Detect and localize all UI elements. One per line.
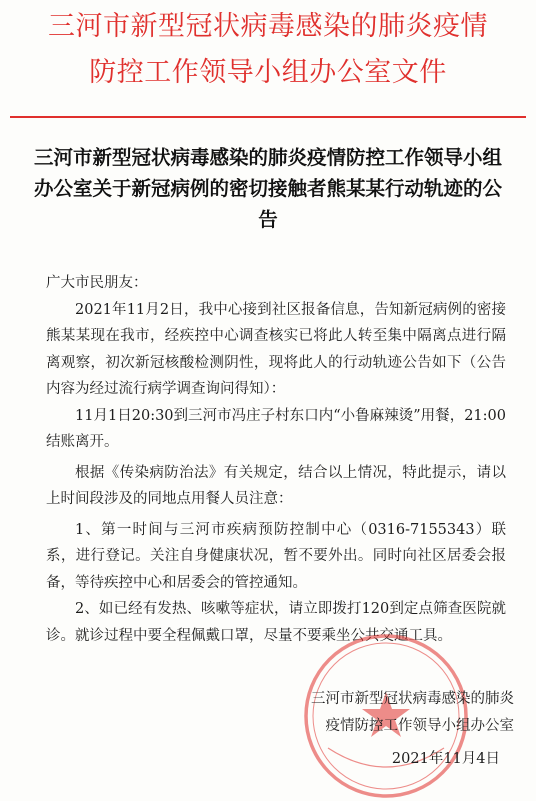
instruction-item-1: 1、第一时间与三河市疾病预防控制中心（0316-7155343）联系，进行登记。关注自身健康状况，暂不要外出。同时向社区居委会报备，等待疾控中心和居委会的管控通知。 (46, 521, 506, 591)
paragraph-trajectory: 11月1日20:30到三河市冯庄子村东口内“小鲁麻辣烫”用餐，21:00结账离开。 (46, 407, 506, 450)
signature-date: 2021年11月4日 (391, 751, 500, 767)
letterhead-line-1: 三河市新型冠状病毒感染的肺炎疫情 (48, 11, 488, 42)
instruction-item-2: 2、如已经有发热、咳嗽等症状，请立即拨打120到定点筛查医院就诊。就诊过程中要全程佩戴口罩，尽量不要乘坐公共交通工具。 (46, 601, 506, 644)
paragraph-incident: 2021年11月2日，我中心接到社区报备信息，告知新冠病例的密接熊某某现在我市，经疾控中心调查核实已将此人转至集中隔离点进行隔离观察，初次新冠核酸检测阴性，现将此人的行动轨迹公告如下（公告内容为经过流行病学调查询问得知）： (46, 301, 506, 397)
red-divider-line (10, 116, 526, 118)
salutation: 广大市民朋友： (46, 275, 148, 291)
document-body (46, 270, 506, 649)
red-letterhead (0, 4, 536, 96)
signature-line-2: 疫情防控工作领导小组办公室 (325, 717, 514, 734)
paragraph-notice: 根据《传染病防治法》有关规定，结合以上情况，特此提示，请以上时间段涉及的同地点用餐人员注意： (46, 464, 506, 507)
document-title: 三河市新型冠状病毒感染的肺炎疫情防控工作领导小组办公室关于新冠病例的密切接触者熊某某行动轨迹的公告 (33, 146, 502, 231)
signature-line-1: 三河市新型冠状病毒感染的肺炎 (311, 691, 514, 707)
signature-block (244, 686, 514, 773)
letterhead-line-2: 防控工作领导小组办公室文件 (89, 57, 447, 88)
